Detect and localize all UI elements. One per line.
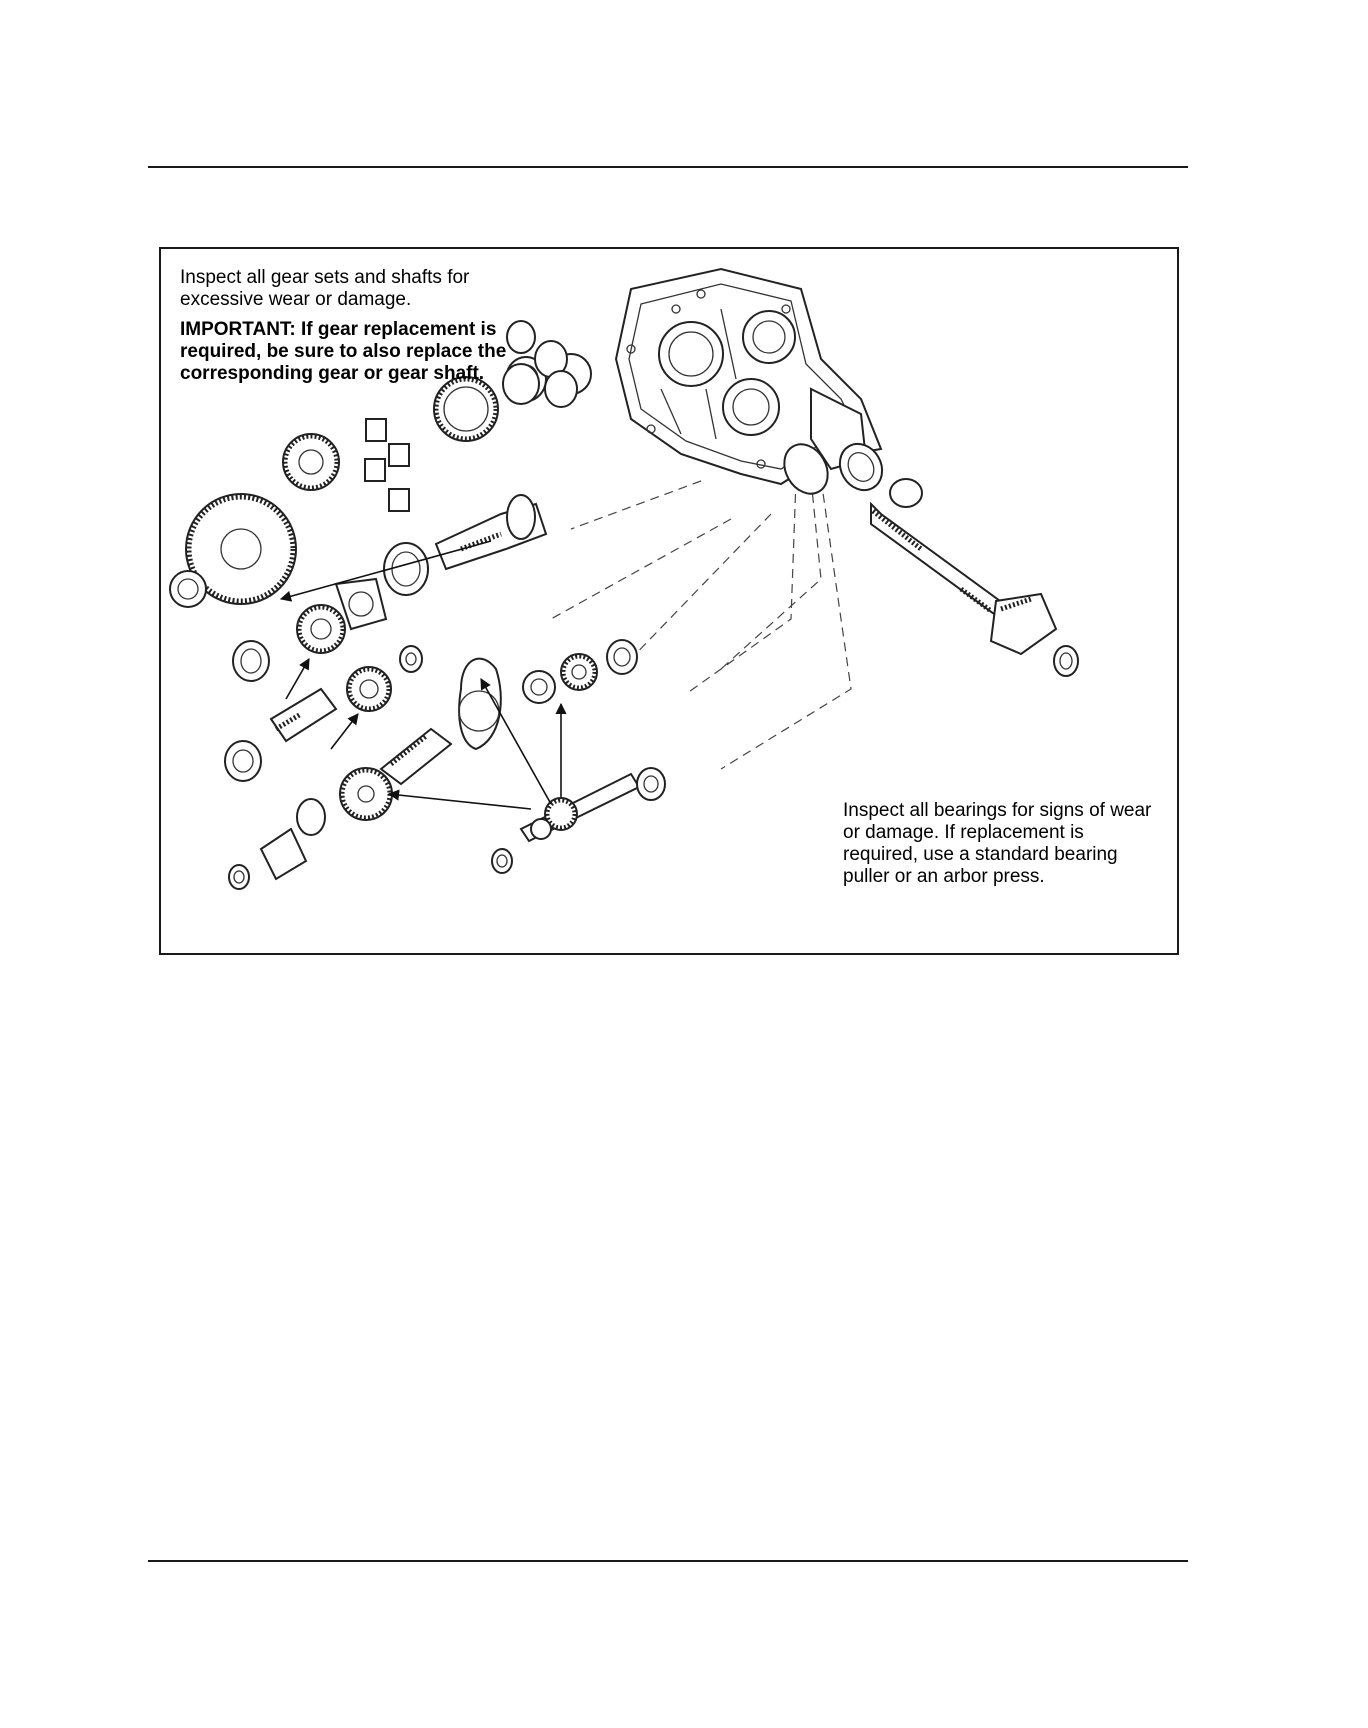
header-rule (148, 166, 1188, 168)
important-note (180, 319, 530, 385)
bearing-inspection-note: Inspect all bearings for signs of wear or damage. If replacement is required, use a standard bearing puller or an arbor press. (843, 800, 1152, 887)
important-label: IMPORTANT: (180, 319, 296, 340)
gear-inspection-note: Inspect all gear sets and shafts for excessive wear or damage. (180, 267, 470, 310)
gearcase-housing (616, 269, 881, 484)
output-shaft-assembly (776, 436, 1078, 676)
exploded-gearcase-figure (159, 247, 1179, 955)
assembly-guide-lines (551, 479, 851, 769)
countershaft-gear-group (225, 605, 665, 889)
footer-rule (148, 1560, 1188, 1562)
important-text: If gear replacement is required, be sure to also replace the corresponding gear or gear shaft. (180, 319, 507, 384)
